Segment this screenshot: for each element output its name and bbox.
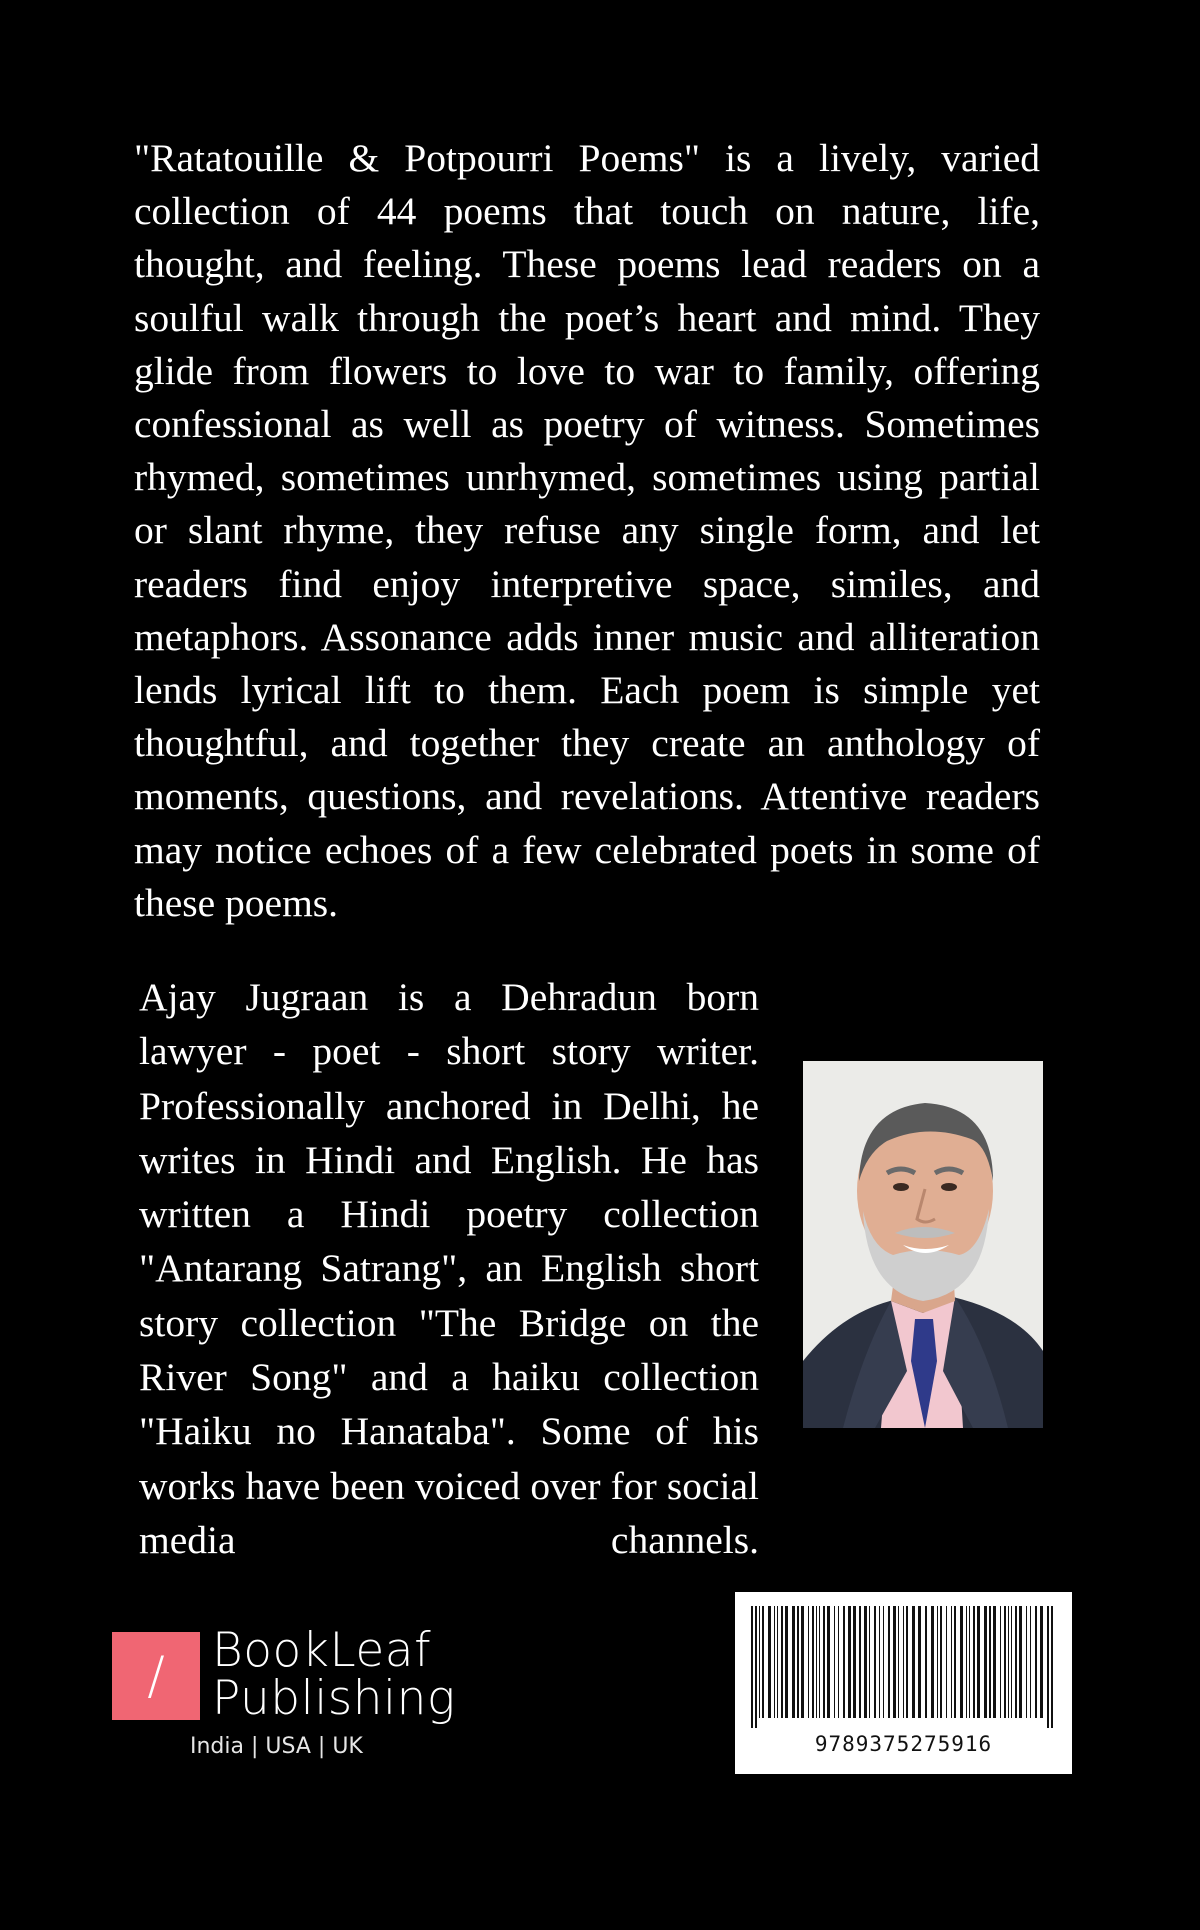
- book-blurb: "Ratatouille & Potpourri Poems" is a lively, varied collection of 44 poems that touch on nature, life, thought, and feeling. These poems lead readers on a soulful walk through the poet’s heart and mind. They glide from flowers to love to war to family, offering confessional as well as poetry of witness. Sometimes rhymed, sometimes unrhymed, sometimes using partial or slant rhyme, they refuse any single form, and let readers find enjoy interpretive space, similes, and metaphors. Assonance adds inner music and alliteration lends lyrical lift to them. Each poem is simple yet thoughtful, and together they create an anthology of moments, questions, and revelations. Attentive readers may notice echoes of a few celebrated poets in some of these poems.: [134, 136, 1040, 925]
- publisher-name-line2: Publishing: [212, 1671, 456, 1726]
- isbn-number: 9789375275916: [814, 1732, 993, 1756]
- author-bio: Ajay Jugraan is a Dehradun born lawyer - poet - short story writer. Professionally anchored in Delhi, he writes in Hindi and English. He has written a Hindi poetry collection "Antarang Satrang", an English short story collection "The Bridge on the River Song" and a haiku collection "Haiku no Hanataba". Some of his works have been voiced over for social media channels.: [139, 975, 759, 1562]
- barcode-bars: [749, 1606, 1058, 1728]
- publisher-logo: [112, 1623, 456, 1770]
- publisher-name-line1: BookLeaf: [212, 1623, 432, 1678]
- publisher-regions: India | USA | UK: [190, 1734, 363, 1759]
- isbn-barcode: [735, 1592, 1072, 1774]
- author-photo: [803, 1061, 1043, 1428]
- publisher-mark: /: [112, 1632, 200, 1720]
